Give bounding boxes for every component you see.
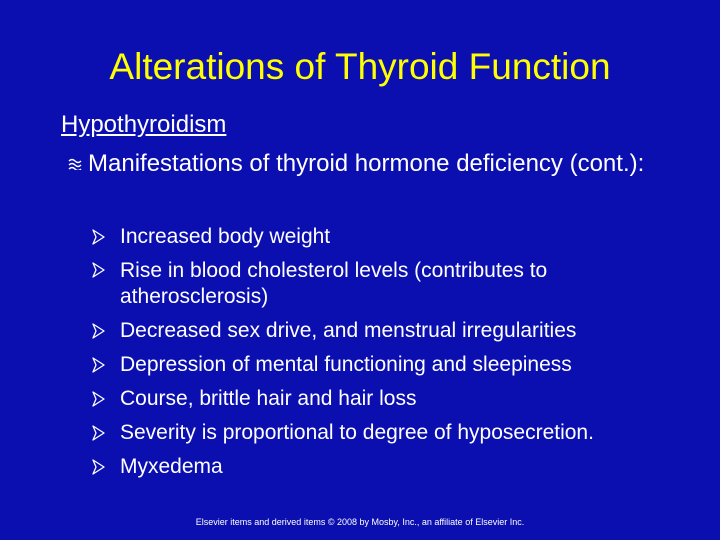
list-item: [92, 382, 692, 416]
list-item-text: Course, brittle hair and hair loss: [120, 387, 417, 410]
list-item: [92, 416, 692, 450]
list-item-text: Increased body weight: [120, 225, 331, 248]
arrowhead-icon: [92, 357, 105, 373]
section-heading: Hypothyroidism: [61, 111, 227, 138]
list-item-text: Rise in blood cholesterol levels (contributes to atherosclerosis): [120, 259, 548, 308]
arrowhead-icon: [92, 323, 105, 339]
list-item-text: Myxedema: [120, 455, 223, 478]
list-item-text: Severity is proportional to degree of hyposecretion.: [120, 421, 594, 444]
list-item: [92, 348, 692, 382]
list-item: [92, 254, 692, 314]
list-item: [92, 314, 692, 348]
main-bullet-text: Manifestations of thyroid hormone deficiency (cont.):: [88, 150, 645, 177]
list-item-text: Decreased sex drive, and menstrual irregularities: [120, 319, 577, 342]
wavy-lines-icon: [68, 158, 84, 170]
arrowhead-icon: [92, 459, 105, 475]
list-item: [92, 450, 692, 484]
list-item: [92, 220, 692, 254]
arrowhead-icon: [92, 425, 105, 441]
arrowhead-icon: [92, 229, 105, 245]
arrowhead-icon: [92, 391, 105, 407]
list-item-text: Depression of mental functioning and sleepiness: [120, 353, 572, 376]
slide-title: Alterations of Thyroid Function: [109, 46, 611, 87]
sub-bullet-list: [92, 220, 692, 484]
arrowhead-icon: [92, 262, 105, 278]
copyright-footer: Elsevier items and derived items © 2008 by Mosby, Inc., an affiliate of Elsevier Inc.: [195, 517, 525, 527]
